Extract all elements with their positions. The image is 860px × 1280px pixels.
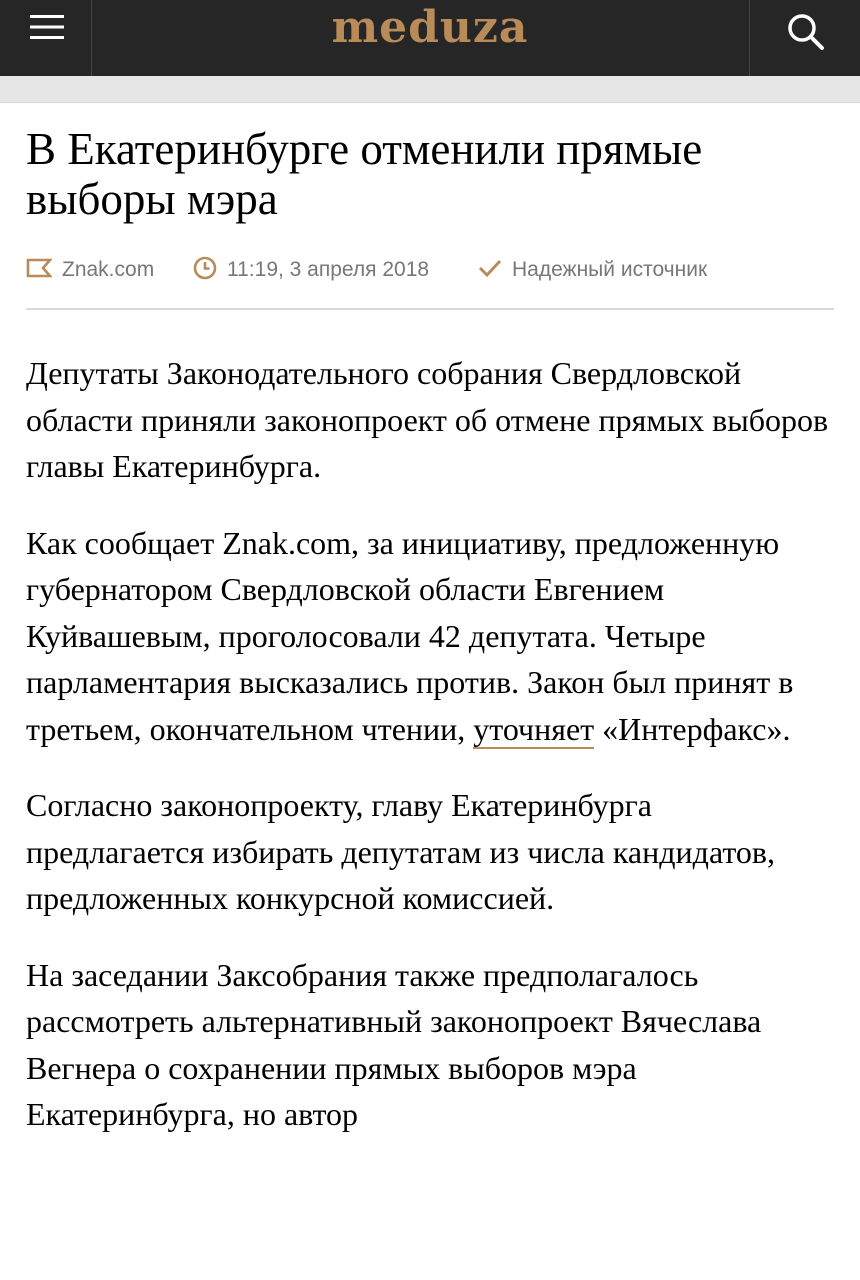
top-navigation-bar bbox=[0, 0, 860, 76]
paragraph: Депутаты Законодательного собрания Свердловской области приняли законопроект об отмене прямых выборов главы Екатеринбурга. bbox=[26, 355, 829, 484]
paragraph: Согласно законопроекту, главу Екатеринбурга предлагается избирать депутатам из числа кандидатов, предложенных конкурсной комиссией. bbox=[26, 787, 775, 916]
reliability-label: Надежный источник bbox=[512, 258, 708, 281]
meta-source[interactable] bbox=[26, 250, 154, 290]
article-body bbox=[26, 350, 834, 1138]
meta-divider bbox=[26, 308, 834, 310]
article-meta bbox=[26, 250, 834, 290]
article bbox=[26, 102, 834, 1168]
source-label: Znak.com bbox=[62, 258, 155, 281]
search-button[interactable] bbox=[749, 0, 860, 76]
article-title: В Екатеринбурге отменили прямые выборы мэра bbox=[26, 124, 703, 224]
datetime-label: 11:19, 3 апреля 2018 bbox=[227, 258, 430, 281]
meta-reliability bbox=[478, 250, 707, 290]
header-divider-strip bbox=[0, 76, 860, 103]
menu-button[interactable] bbox=[0, 0, 92, 76]
paragraph bbox=[26, 520, 834, 753]
meduza-logo[interactable]: meduza bbox=[331, 2, 529, 53]
paragraph-text: «Интерфакс». bbox=[594, 710, 791, 747]
checkmark-icon bbox=[478, 258, 502, 278]
hamburger-menu-icon bbox=[30, 13, 64, 41]
paragraph: На заседании Заксобрания также предполагалось рассмотреть альтернативный законопроект Вячеслава Вегнера о сохранении прямых выборов мэра Екатеринбурга, но автор bbox=[26, 956, 762, 1132]
meta-datetime bbox=[193, 250, 429, 290]
search-icon bbox=[786, 12, 826, 52]
clock-icon bbox=[193, 256, 217, 280]
source-flag-icon bbox=[26, 258, 52, 278]
paragraph-text: Как сообщает Znak.com, за инициативу, предложенную губернатором Свердловской области Евгением Куйвашевым, проголосовали 42 депутата. Четыре парламентария высказались против. Закон был принят в третьем, окончательном чтении, bbox=[26, 524, 794, 747]
interfax-link[interactable]: уточняет bbox=[473, 710, 595, 747]
